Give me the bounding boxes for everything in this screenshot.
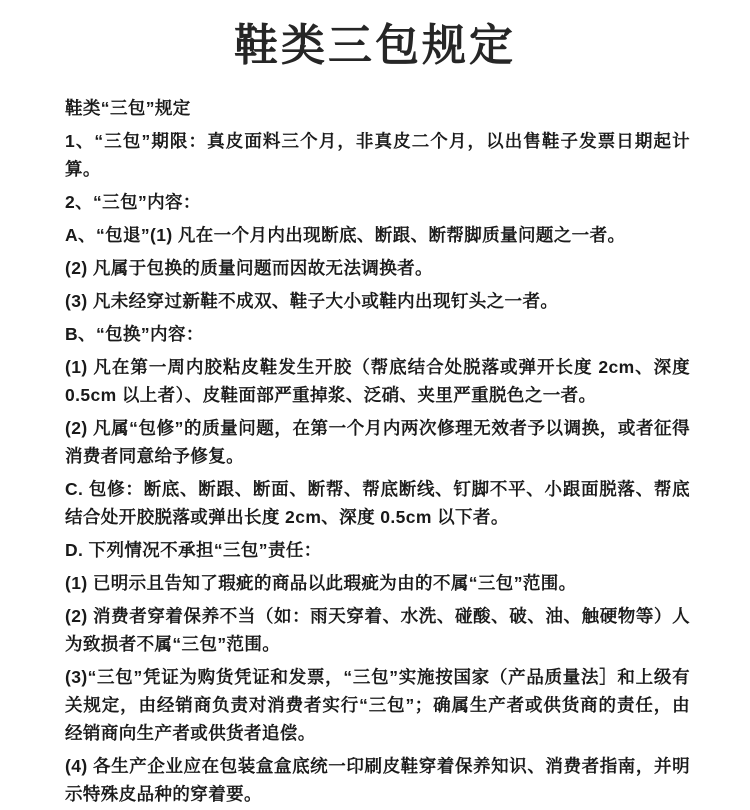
clause-a-refund-item-3: (3) 凡未经穿过新鞋不成双、鞋子大小或鞋内出现钉头之一者。: [65, 291, 559, 311]
doc-subtitle: 鞋类“三包”规定: [65, 98, 191, 118]
clause-d-exclusion-item-2: (2) 消费者穿着保养不当（如：雨天穿着、水洗、碰酸、破、油、触硬物等）人为致损者不属“三包”范围。: [65, 606, 690, 654]
clause-d-exclusion-item-3: (3)“三包”凭证为购货凭证和发票，“三包”实施按国家（产品质量法］和上级有关规定，由经销商负责对消费者实行“三包”；确属生产者或供货商的责任，由经销商向生产者或供货者追偿。: [65, 667, 690, 743]
document-body: [65, 94, 690, 808]
page-title: 鞋类三包规定: [234, 21, 516, 70]
clause-d-exclusion-item-1: (1) 已明示且告知了瑕疵的商品以此瑕疵为由的不属“三包”范围。: [65, 573, 577, 593]
clause-b-exchange-item-2: (2) 凡属“包修”的质量问题，在第一个月内两次修理无效者予以调换，或者征得消费者同意给予修复。: [65, 418, 690, 466]
clause-d-exclusion-header: D. 下列情况不承担“三包”责任：: [65, 540, 322, 560]
clause-d-exclusion-item-4: (4) 各生产企业应在包装盒盒底统一印刷皮鞋穿着保养知识、消费者指南，并明示特殊皮品种的穿着要。: [65, 756, 690, 804]
clause-a-refund-item-1: A、“包退”(1) 凡在一个月内出现断底、断跟、断帮脚质量问题之一者。: [65, 225, 626, 245]
clause-b-exchange-item-1: (1) 凡在第一周内胶粘皮鞋发生开胶（帮底结合处脱落或弹开长度 2cm、深度 0.5cm 以上者）、皮鞋面部严重掉浆、泛硝、夹里严重脱色之一者。: [65, 357, 690, 405]
clause-a-refund-item-2: (2) 凡属于包换的质量问题而因故无法调换者。: [65, 258, 433, 278]
regulation-page: [0, 20, 750, 810]
clause-2-content: 2、“三包”内容：: [65, 192, 201, 212]
clause-1-period: 1、“三包”期限：真皮面料三个月，非真皮二个月，以出售鞋子发票日期起计算。: [65, 131, 690, 179]
clause-c-repair: C. 包修：断底、断跟、断面、断帮、帮底断线、钉脚不平、小跟面脱落、帮底结合处开胶脱落或弹出长度 2cm、深度 0.5cm 以下者。: [65, 479, 690, 527]
clause-b-exchange-header: B、“包换”内容：: [65, 324, 204, 344]
